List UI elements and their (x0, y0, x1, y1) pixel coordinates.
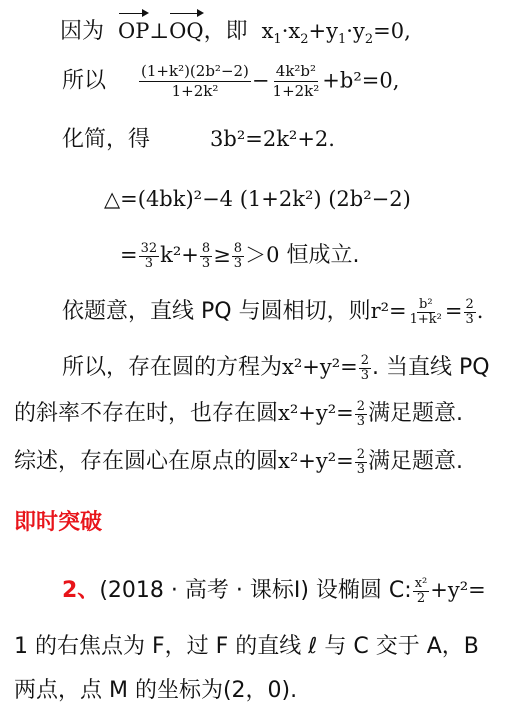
line-simplify (62, 124, 335, 155)
line-discriminant (104, 184, 411, 215)
problem-line-3: 两点，点 M 的坐标为(2，0). (14, 678, 298, 703)
problem-number: 2、 (62, 578, 100, 603)
fraction-2: $\frac{\text{4k²b²}}{\text{1+2k²}}$ (272, 62, 320, 100)
fraction-1: $\frac{\text{(1+k²)(2b²−2)}}{\text{1+2k²}}$ (141, 62, 249, 100)
line-because (60, 12, 411, 55)
perp-symbol: ⊥ (149, 19, 170, 43)
fraction-2-3: $\frac{2}{3}$ (360, 352, 370, 383)
fraction-x2-2: $\frac{\text{x²}}{2}$ (414, 575, 428, 606)
fraction-8-3-a: $\frac{8}{3}$ (201, 240, 211, 271)
line-tangent: 依题意，直线 PQ 与圆相切，则r²= $\frac{\text{b²}}{\text{1+k²}}$ = $\frac{2}{3}$ . (62, 296, 484, 327)
word-always-holds: 恒成立. (286, 243, 360, 268)
line-therefore-equation: 所以 $\frac{\text{(1+k²)(2b²−2)}}{\text{1+2k²}}$ − $\frac{\text{4k²b²}}{\text{1+2k²}}$ +b²=0, (62, 62, 400, 100)
word-therefore: 所以 (62, 68, 107, 94)
line-circle-exists: 所以，存在圆的方程为x²+y²= $\frac{2}{3}$ . 当直线 PQ (62, 352, 490, 383)
section-heading: 即时突破 (14, 510, 103, 535)
problem-line-1: 2、(2018 · 高考 · 课标Ⅰ) 设椭圆 C: $\frac{\text{x²}}{2}$ +y²= (62, 575, 486, 606)
fraction-2-3: $\frac{2}{3}$ (356, 398, 366, 429)
dot-product-eq: $x_1\cdot x_2+y_1\cdot y_2=0$, (261, 19, 411, 47)
simplified-eq: 3b²=2k²+2. (210, 127, 335, 151)
fraction-b2: $\frac{\text{b²}}{\text{1+k²}}$ (409, 296, 442, 327)
fraction-8-3-b: $\frac{8}{3}$ (233, 240, 243, 271)
word-then: ，即 (203, 19, 248, 44)
word-simplify: 化简，得 (62, 127, 151, 152)
line-discriminant-result: = $\frac{32}{3}$ k²+ $\frac{8}{3}$ ≥ $\frac{8}{3}$ ＞0 恒成立. (120, 240, 360, 271)
vector-op: OP (118, 12, 149, 46)
word-because: 因为 (60, 19, 105, 44)
discriminant-expr: △=(4bk)²−4 (1+2k²) (2b²−2) (104, 187, 411, 211)
line-slope-undefined: 的斜率不存在时，也存在圆x²+y²= $\frac{2}{3}$ 满足题意. (14, 398, 464, 429)
vector-oq: OQ (169, 12, 203, 46)
fraction-2-3: $\frac{2}{3}$ (356, 446, 366, 477)
line-summary: 综述，存在圆心在原点的圆x²+y²= $\frac{2}{3}$ 满足题意. (14, 446, 464, 477)
problem-line-2: 1 的右焦点为 F，过 F 的直线 ℓ 与 C 交于 A，B (14, 634, 479, 659)
fraction-32-3: $\frac{32}{3}$ (140, 240, 158, 271)
fraction-2-3: $\frac{2}{3}$ (465, 296, 474, 327)
